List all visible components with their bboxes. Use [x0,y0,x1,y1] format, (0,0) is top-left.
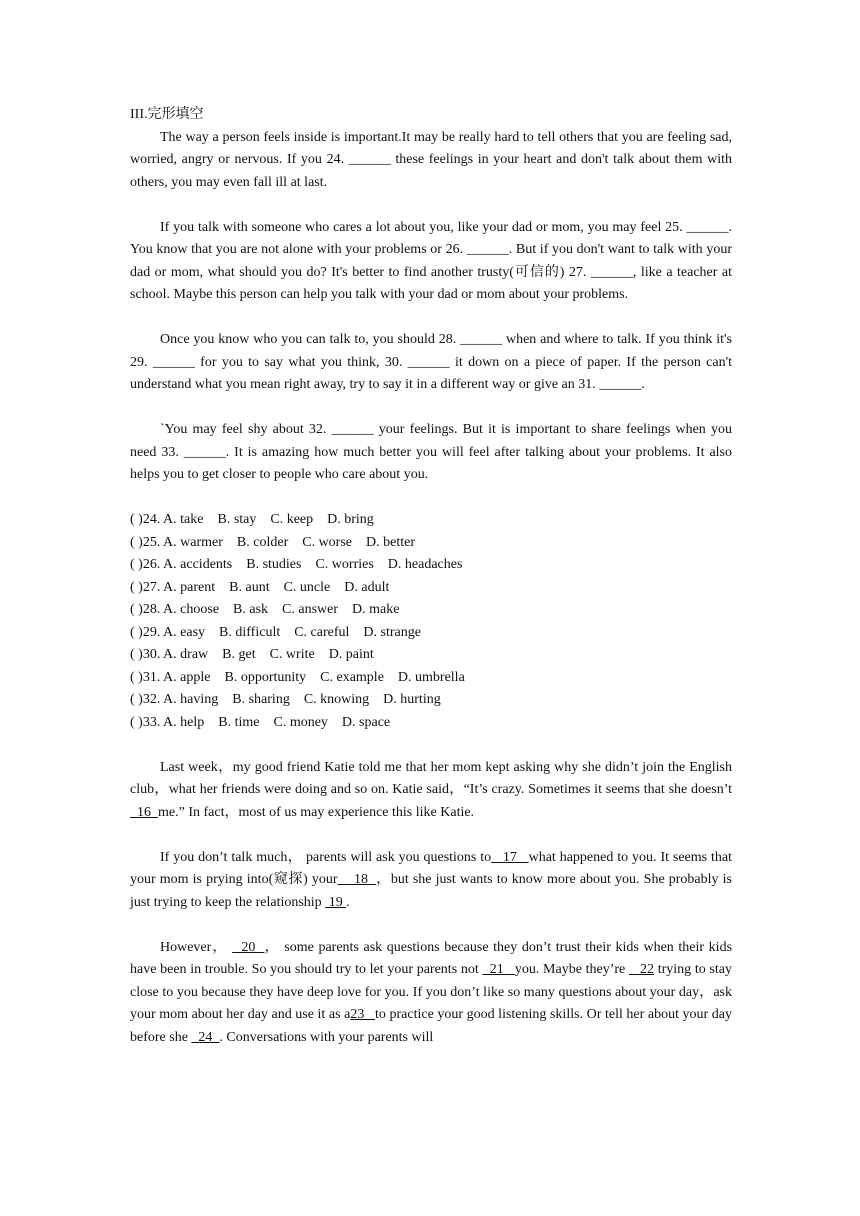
text-segment: Last week，my good friend Katie told me that her mom kept asking why she didn’t join the English club，what her friends were doing and so on. Katie said，“It’s crazy. Sometimes it seems that she doesn’t [130,759,732,797]
blank-23: 23 [350,1007,376,1022]
answer-options-list [130,509,732,734]
text-segment: what happened to you. It seems that your mom is prying into(窥探) your [130,849,732,887]
blank-21: 21 [482,962,515,977]
text-segment: ， some parents ask questions because they don’t trust their kids when their kids have been in trouble. So you should try to let your parents not [130,939,733,977]
text-segment: ，but she just wants to know more about you. She probably is just trying to keep the relationship [130,872,732,910]
passage-paragraph-3: Once you know who you can talk to, you should 28. ______ when and where to talk. If you think it's 29. ______ for you to say what you think, 30. ______ it down on a piece of paper. If the person can't understand what you mean right away, try to say it in a different way or give an 31. ______. [130,332,732,392]
text-segment: trying to stay close to you because they have deep love for you. If you don’t like so many questions about your day，ask your mom about her day and use it as a [130,962,732,1022]
blank-20: 20 [232,939,265,955]
option-line-27: ( )27. A. parent B. aunt C. uncle D. adult [130,579,390,595]
text-segment: me.” In fact，most of us may experience this like Katie. [158,804,475,820]
text-segment: to practice your good listening skills. Or tell her about your day before she [130,1007,732,1045]
blank-16: 16 [130,804,158,820]
passage2-paragraph-1 [130,757,732,825]
passage-paragraph-2: If you talk with someone who cares a lot about you, like your dad or mom, you may feel 25. ______. You know that you are not alone with your problems or 26. ______. But if you don't want to talk with your dad or mom, what should you do? It's better to find another trusty(可信的) 27. ______, like a teacher at school. Maybe this person can help you talk with your dad or mom about your problems. [130,219,732,302]
option-line-28: ( )28. A. choose B. ask C. answer D. make [130,602,400,617]
blank-17: 17 [491,849,529,865]
text-segment: If you don’t talk much， parents will ask you questions to [160,849,492,865]
passage2-paragraph-3 [130,937,732,1050]
blank-18: 18 [337,872,377,887]
passage-paragraph-4: `You may feel shy about 32. ______ your feelings. But it is important to share feelings when you need 33. ______. It is amazing how much better you will feel after talking about your problems. It also helps you to get closer to people who care about you. [130,422,732,482]
passage2-paragraph-2 [130,847,732,915]
option-line-31: ( )31. A. apple B. opportunity C. example D. umbrella [130,669,465,685]
text-segment: . Conversations with your parents will [219,1029,434,1045]
option-line-29: ( )29. A. easy B. difficult C. careful D. strange [130,624,421,640]
option-line-25: ( )25. A. warmer B. colder C. worse D. better [130,534,415,550]
passage-paragraph-1: The way a person feels inside is important.It may be really hard to tell others that you are feeling sad, worried, angry or nervous. If you 24. ______ these feelings in your heart and don't talk about them with others, you may even fall ill at last. [130,129,732,190]
blank-19: 19 [325,894,347,910]
option-line-33: ( )33. A. help B. time C. money D. space [130,714,391,730]
document-page [130,104,732,1072]
option-line-30: ( )30. A. draw B. get C. write D. paint [130,647,374,662]
option-line-26: ( )26. A. accidents B. studies C. worries D. headaches [130,557,463,572]
option-line-32: ( )32. A. having B. sharing C. knowing D. hurting [130,692,441,707]
text-segment: you. Maybe they’re [514,962,629,977]
option-line-24: ( )24. A. take B. stay C. keep D. bring [130,512,374,527]
text-segment: However， [160,939,233,955]
blank-22: 22 [628,962,655,977]
blank-24: 24 [191,1029,220,1045]
section-heading: III.完形填空 [130,107,204,122]
text-segment: . [346,894,350,910]
